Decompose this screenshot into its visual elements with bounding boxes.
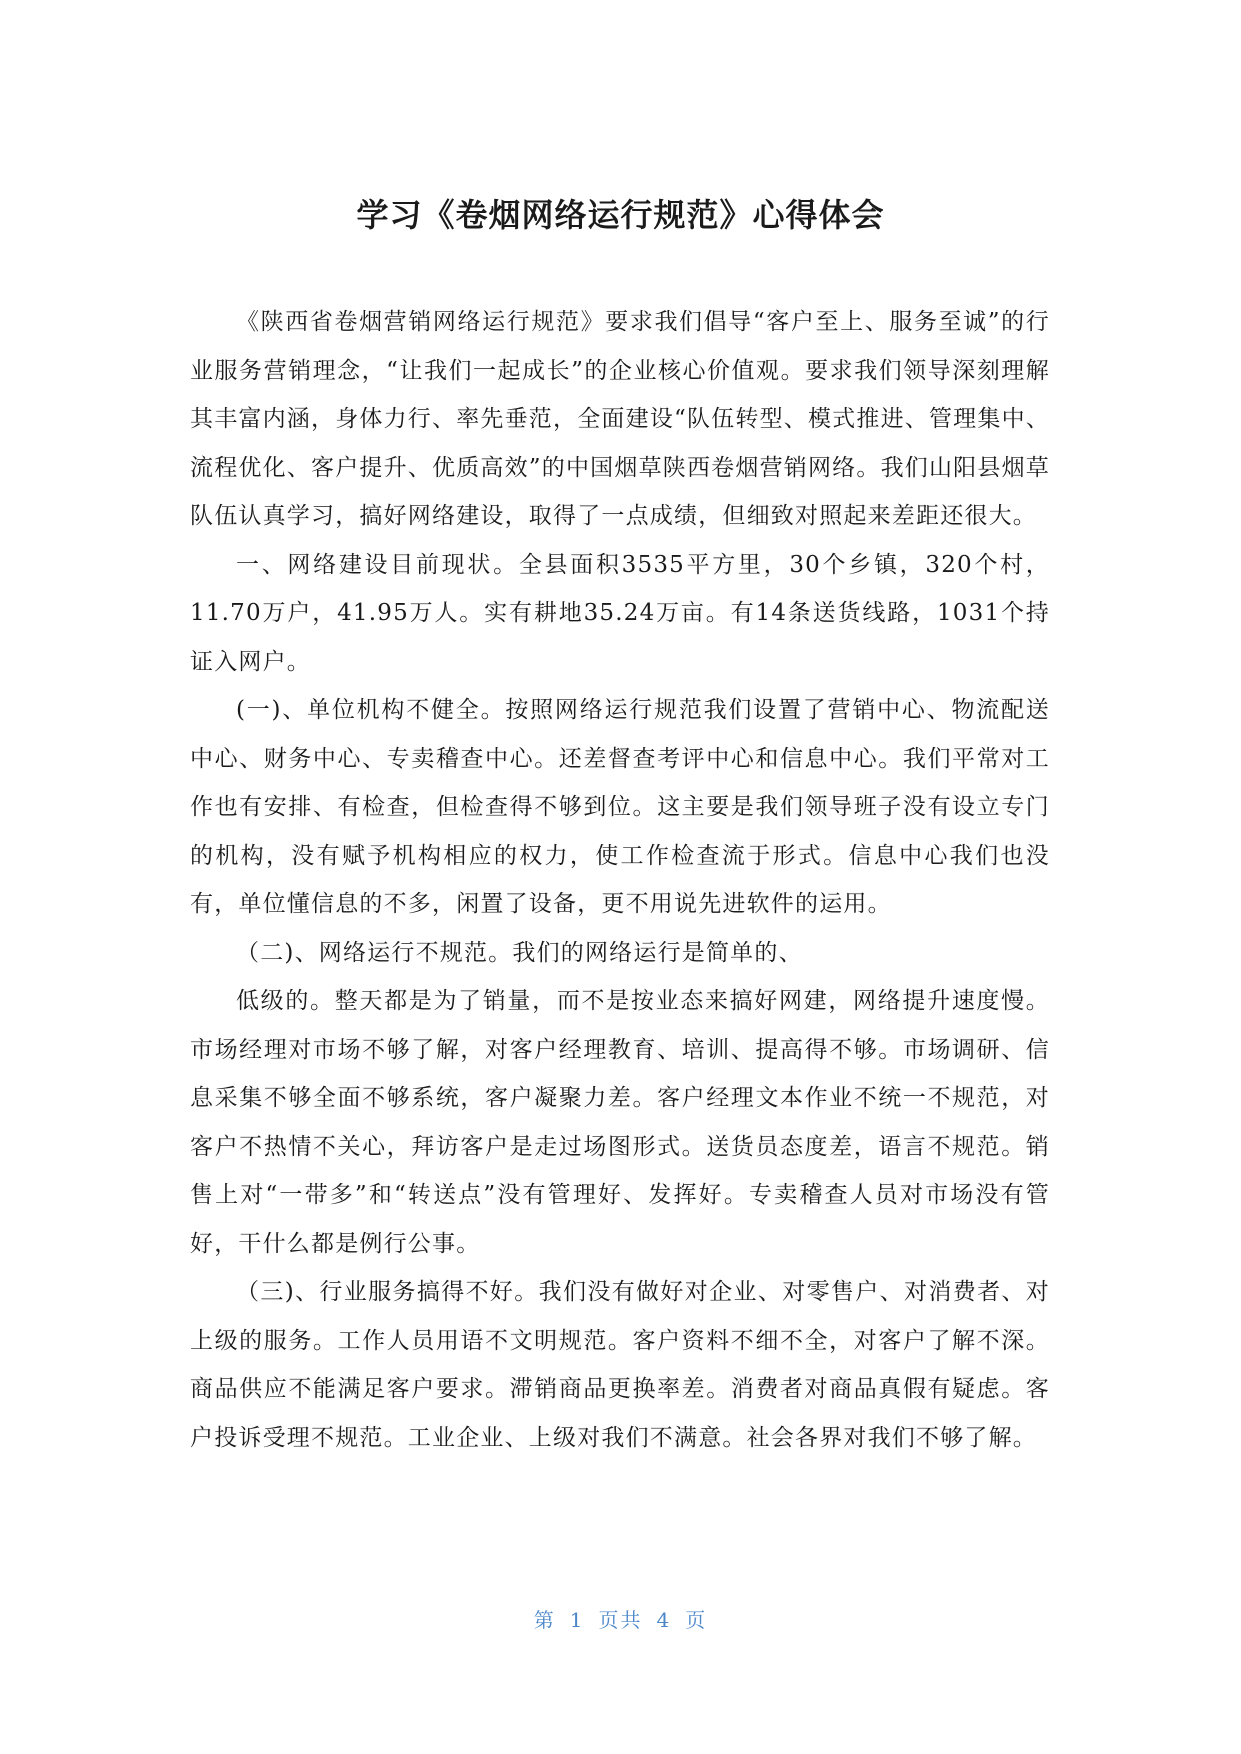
total-page-number: 4 (656, 1608, 672, 1632)
paragraph-subsection-1: (一)、单位机构不健全。按照网络运行规范我们设置了营销中心、物流配送中心、财务中心、专卖稽查中心。还差督查考评中心和信息中心。我们平常对工作也有安排、有检查，但检查得不够到位。这主要是我们领导班子没有设立专门的机构，没有赋予机构相应的权力，使工作检查流于形式。信息中心我们也没有，单位懂信息的不多，闲置了设备，更不用说先进软件的运用。 (190, 697, 1050, 917)
footer-middle: 页共 (598, 1608, 643, 1632)
footer-prefix: 第 (533, 1608, 556, 1632)
footer-suffix: 页 (685, 1608, 708, 1632)
document-title: 学习《卷烟网络运行规范》心得体会 (356, 196, 885, 234)
current-page-number: 1 (569, 1608, 585, 1632)
paragraph-subsection-2-body: 低级的。整天都是为了销量，而不是按业态来搞好网建，网络提升速度慢。市场经理对市场不够了解，对客户经理教育、培训、提高得不够。市场调研、信息采集不够全面不够系统，客户凝聚力差。客户经理文本作业不统一不规范，对客户不热情不关心，拜访客户是走过场图形式。送货员态度差，语言不规范。销售上对“一带多”和“转送点”没有管理好、发挥好。专卖稽查人员对市场没有管好，干什么都是例行公事。 (190, 988, 1050, 1257)
paragraph-section-1: 一、网络建设目前现状。全县面积3535平方里，30个乡镇，320个村，11.70万户，41.95万人。实有耕地35.24万亩。有14条送货线路，1031个持证入网户。 (190, 551, 1050, 675)
page-number-footer (0, 1604, 1241, 1633)
paragraph-subsection-3: （三)、行业服务搞得不好。我们没有做好对企业、对零售户、对消费者、对上级的服务。工作人员用语不文明规范。客户资料不细不全，对客户了解不深。商品供应不能满足客户要求。滞销商品更换率差。消费者对商品真假有疑虑。客户投诉受理不规范。工业企业、上级对我们不满意。社会各界对我们不够了解。 (190, 1279, 1050, 1451)
paragraph-intro: 《陕西省卷烟营销网络运行规范》要求我们倡导“客户至上、服务至诚”的行业服务营销理念，“让我们一起成长”的企业核心价值观。要求我们领导深刻理解其丰富内涵，身体力行、率先垂范，全面建设“队伍转型、模式推进、管理集中、流程优化、客户提升、优质高效”的中国烟草陕西卷烟营销网络。我们山阳县烟草队伍认真学习，搞好网络建设，取得了一点成绩，但细致对照起来差距还很大。 (190, 309, 1050, 529)
paragraph-subsection-2-heading: （二)、网络运行不规范。我们的网络运行是简单的、 (236, 939, 803, 966)
document-body (190, 298, 1050, 1462)
